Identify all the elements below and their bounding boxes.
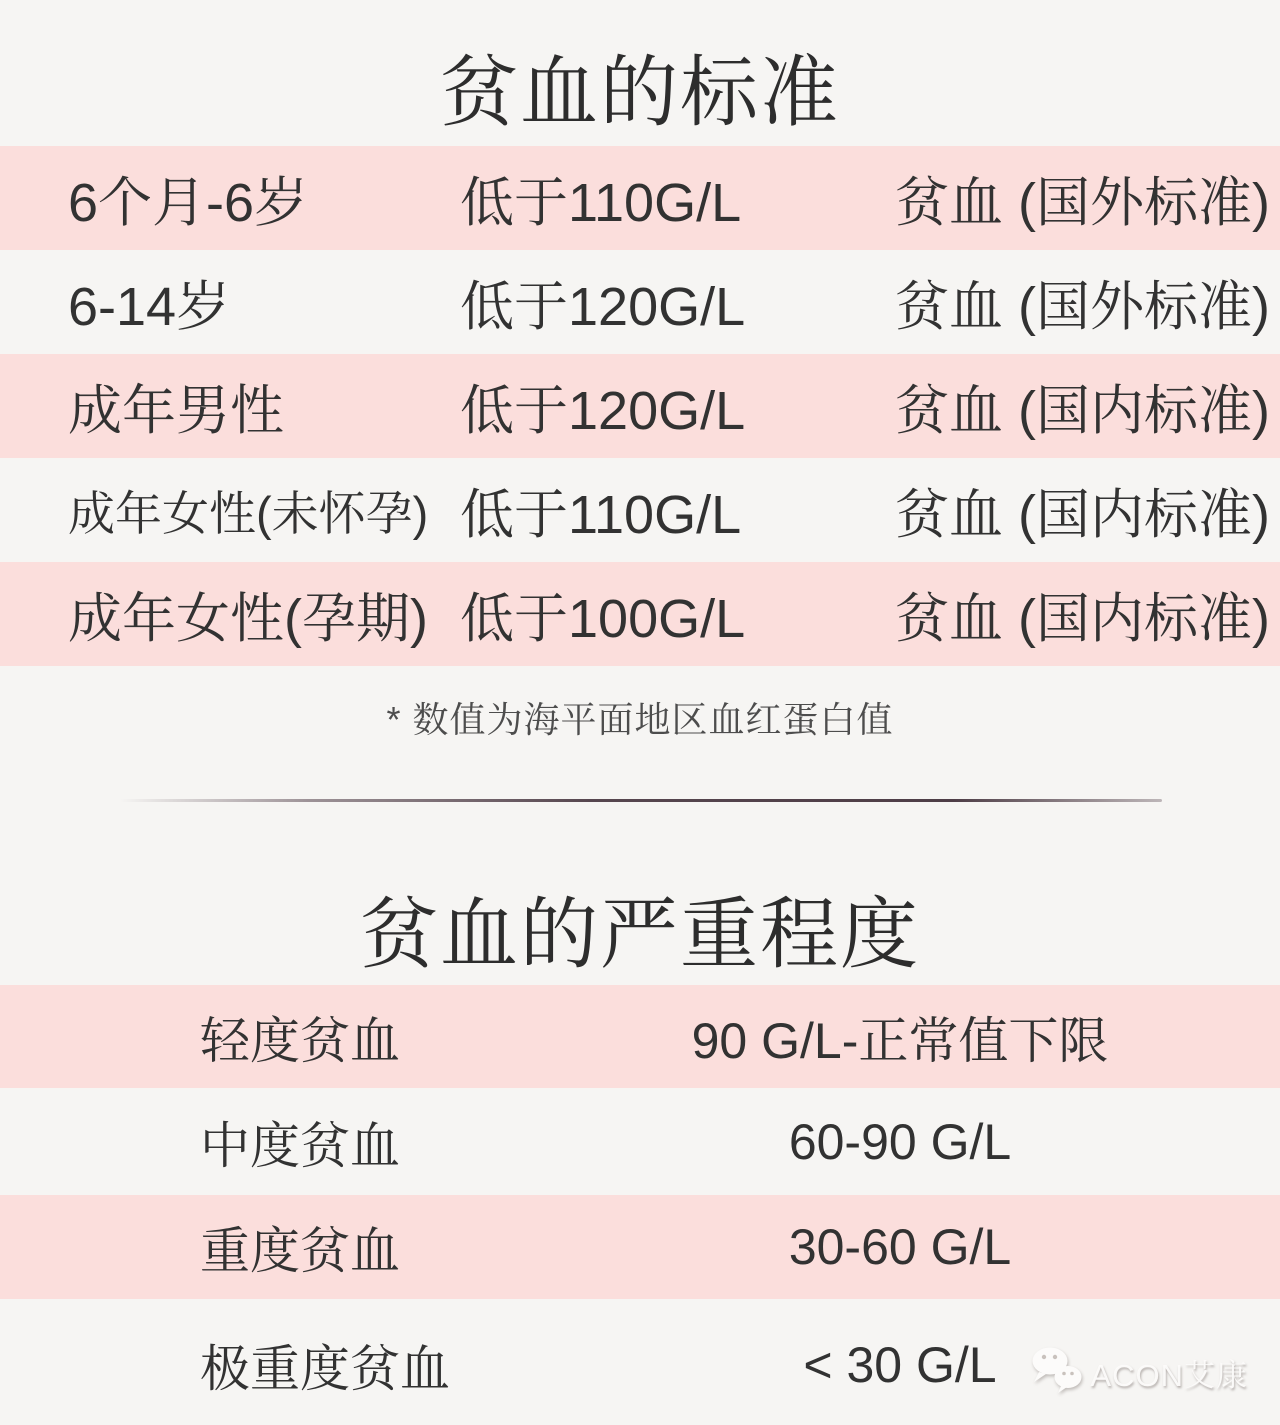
section1-title: 贫血的标准: [439, 48, 840, 136]
result-cell: 贫血 (国内标准): [895, 484, 1270, 545]
group-cell: 成年女性(未怀孕): [68, 486, 429, 540]
threshold-cell: 低于120G/L: [460, 380, 746, 441]
anemia-standards-table: [0, 146, 1280, 666]
table-row: [0, 354, 1280, 458]
table-row: [0, 562, 1280, 666]
range-cell: < 30 G/L: [803, 1336, 997, 1393]
wechat-chat-bubbles-icon: [1030, 1346, 1084, 1399]
result-cell: 贫血 (国内标准): [895, 588, 1270, 649]
table-row: [0, 458, 1280, 562]
section-divider-line: [120, 799, 1162, 802]
result-cell: 贫血 (国内标准): [895, 380, 1270, 441]
section2-title: 贫血的严重程度: [359, 890, 920, 978]
group-cell: 6-14岁: [68, 276, 231, 337]
group-cell: 成年男性: [68, 380, 284, 441]
range-cell: 60-90 G/L: [788, 1113, 1012, 1170]
threshold-cell: 低于100G/L: [460, 588, 746, 649]
result-cell: 贫血 (国外标准): [895, 172, 1270, 233]
threshold-cell: 低于110G/L: [460, 484, 742, 545]
group-cell: 6个月-6岁: [68, 172, 309, 233]
brand-watermark: [1030, 1346, 1248, 1399]
table-row: [0, 1088, 1280, 1195]
table-row: [0, 1195, 1280, 1299]
table-row: [0, 985, 1280, 1088]
sea-level-footnote: * 数值为海平面地区血红蛋白值: [386, 699, 894, 740]
group-cell: 成年女性(孕期): [68, 588, 428, 649]
severity-cell: 极重度贫血: [200, 1340, 450, 1397]
table-row: [0, 250, 1280, 354]
severity-cell: 重度贫血: [200, 1223, 400, 1279]
range-cell: 90 G/L-正常值下限: [691, 1012, 1109, 1069]
threshold-cell: 低于110G/L: [460, 172, 742, 233]
result-cell: 贫血 (国外标准): [895, 276, 1270, 337]
threshold-cell: 低于120G/L: [460, 276, 746, 337]
severity-cell: 轻度贫血: [200, 1012, 400, 1069]
severity-cell: 中度贫血: [200, 1117, 400, 1174]
range-cell: 30-60 G/L: [788, 1219, 1012, 1275]
watermark-brand-text: ACON艾康: [1090, 1358, 1248, 1393]
table-row: [0, 146, 1280, 250]
